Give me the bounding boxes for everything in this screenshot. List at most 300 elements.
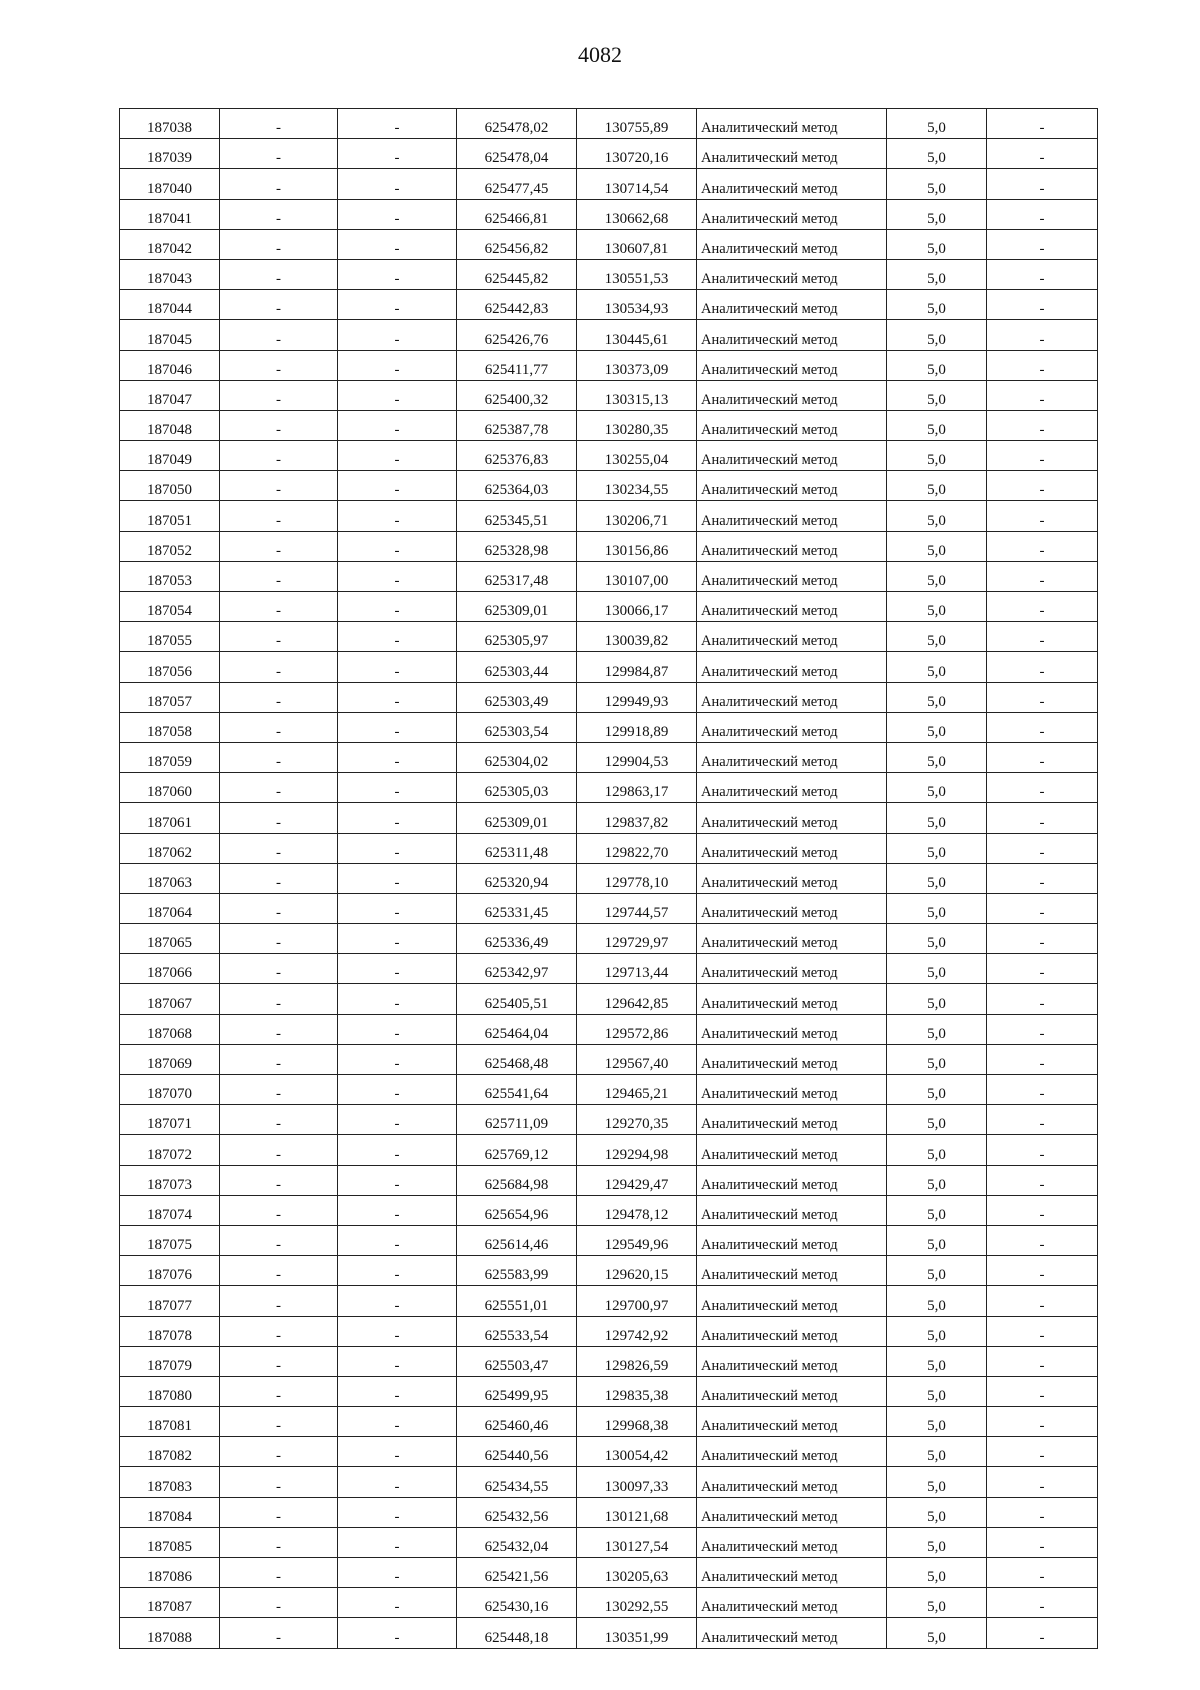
table-row (120, 1286, 1098, 1316)
method-cell: Аналитический метод (697, 1135, 887, 1165)
point-id-cell: 187063 (120, 863, 220, 893)
empty-cell-b: - (338, 833, 457, 863)
note-cell: - (987, 109, 1098, 139)
accuracy-cell: 5,0 (887, 350, 987, 380)
point-id-cell: 187048 (120, 410, 220, 440)
method-cell: Аналитический метод (697, 471, 887, 501)
accuracy-cell: 5,0 (887, 561, 987, 591)
empty-cell-a: - (220, 350, 338, 380)
empty-cell-b: - (338, 1105, 457, 1135)
x-coordinate-cell: 625336,49 (457, 924, 577, 954)
accuracy-cell: 5,0 (887, 622, 987, 652)
method-cell: Аналитический метод (697, 592, 887, 622)
x-coordinate-cell: 625342,97 (457, 954, 577, 984)
empty-cell-b: - (338, 531, 457, 561)
note-cell: - (987, 229, 1098, 259)
point-id-cell: 187045 (120, 320, 220, 350)
method-cell: Аналитический метод (697, 863, 887, 893)
empty-cell-b: - (338, 622, 457, 652)
accuracy-cell: 5,0 (887, 1195, 987, 1225)
table-row (120, 1014, 1098, 1044)
point-id-cell: 187075 (120, 1225, 220, 1255)
point-id-cell: 187087 (120, 1588, 220, 1618)
method-cell: Аналитический метод (697, 1346, 887, 1376)
x-coordinate-cell: 625541,64 (457, 1075, 577, 1105)
empty-cell-a: - (220, 531, 338, 561)
y-coordinate-cell: 129744,57 (577, 893, 697, 923)
empty-cell-b: - (338, 350, 457, 380)
empty-cell-a: - (220, 1588, 338, 1618)
table-row (120, 1075, 1098, 1105)
y-coordinate-cell: 129729,97 (577, 924, 697, 954)
method-cell: Аналитический метод (697, 1407, 887, 1437)
table-row (120, 712, 1098, 742)
empty-cell-a: - (220, 1407, 338, 1437)
method-cell: Аналитический метод (697, 139, 887, 169)
y-coordinate-cell: 129918,89 (577, 712, 697, 742)
empty-cell-a: - (220, 1437, 338, 1467)
accuracy-cell: 5,0 (887, 410, 987, 440)
point-id-cell: 187081 (120, 1407, 220, 1437)
point-id-cell: 187071 (120, 1105, 220, 1135)
note-cell: - (987, 863, 1098, 893)
y-coordinate-cell: 130551,53 (577, 259, 697, 289)
accuracy-cell: 5,0 (887, 259, 987, 289)
empty-cell-a: - (220, 803, 338, 833)
empty-cell-b: - (338, 1044, 457, 1074)
note-cell: - (987, 622, 1098, 652)
method-cell: Аналитический метод (697, 893, 887, 923)
point-id-cell: 187080 (120, 1376, 220, 1406)
note-cell: - (987, 1256, 1098, 1286)
point-id-cell: 187068 (120, 1014, 220, 1044)
empty-cell-b: - (338, 1286, 457, 1316)
accuracy-cell: 5,0 (887, 441, 987, 471)
y-coordinate-cell: 129270,35 (577, 1105, 697, 1135)
point-id-cell: 187072 (120, 1135, 220, 1165)
point-id-cell: 187061 (120, 803, 220, 833)
x-coordinate-cell: 625305,03 (457, 773, 577, 803)
x-coordinate-cell: 625442,83 (457, 290, 577, 320)
empty-cell-a: - (220, 1618, 338, 1648)
empty-cell-b: - (338, 109, 457, 139)
x-coordinate-cell: 625456,82 (457, 229, 577, 259)
accuracy-cell: 5,0 (887, 712, 987, 742)
note-cell: - (987, 1376, 1098, 1406)
table-row (120, 1165, 1098, 1195)
x-coordinate-cell: 625430,16 (457, 1588, 577, 1618)
table-row (120, 1195, 1098, 1225)
y-coordinate-cell: 130534,93 (577, 290, 697, 320)
point-id-cell: 187052 (120, 531, 220, 561)
table-row (120, 1467, 1098, 1497)
y-coordinate-cell: 129700,97 (577, 1286, 697, 1316)
accuracy-cell: 5,0 (887, 1014, 987, 1044)
empty-cell-b: - (338, 169, 457, 199)
x-coordinate-cell: 625364,03 (457, 471, 577, 501)
empty-cell-a: - (220, 954, 338, 984)
accuracy-cell: 5,0 (887, 229, 987, 259)
table-row (120, 1256, 1098, 1286)
table-row (120, 1316, 1098, 1346)
y-coordinate-cell: 129837,82 (577, 803, 697, 833)
method-cell: Аналитический метод (697, 441, 887, 471)
empty-cell-b: - (338, 1135, 457, 1165)
y-coordinate-cell: 129984,87 (577, 652, 697, 682)
empty-cell-a: - (220, 109, 338, 139)
accuracy-cell: 5,0 (887, 1467, 987, 1497)
x-coordinate-cell: 625769,12 (457, 1135, 577, 1165)
note-cell: - (987, 1165, 1098, 1195)
method-cell: Аналитический метод (697, 169, 887, 199)
point-id-cell: 187056 (120, 652, 220, 682)
y-coordinate-cell: 130234,55 (577, 471, 697, 501)
note-cell: - (987, 320, 1098, 350)
method-cell: Аналитический метод (697, 1437, 887, 1467)
point-id-cell: 187058 (120, 712, 220, 742)
table-row (120, 863, 1098, 893)
empty-cell-a: - (220, 471, 338, 501)
note-cell: - (987, 924, 1098, 954)
empty-cell-b: - (338, 1558, 457, 1588)
point-id-cell: 187043 (120, 259, 220, 289)
method-cell: Аналитический метод (697, 954, 887, 984)
note-cell: - (987, 1467, 1098, 1497)
y-coordinate-cell: 130351,99 (577, 1618, 697, 1648)
y-coordinate-cell: 130156,86 (577, 531, 697, 561)
empty-cell-a: - (220, 1316, 338, 1346)
x-coordinate-cell: 625432,56 (457, 1497, 577, 1527)
x-coordinate-cell: 625320,94 (457, 863, 577, 893)
accuracy-cell: 5,0 (887, 592, 987, 622)
empty-cell-a: - (220, 893, 338, 923)
empty-cell-a: - (220, 773, 338, 803)
table-row (120, 803, 1098, 833)
y-coordinate-cell: 130206,71 (577, 501, 697, 531)
empty-cell-b: - (338, 924, 457, 954)
accuracy-cell: 5,0 (887, 1497, 987, 1527)
empty-cell-a: - (220, 441, 338, 471)
point-id-cell: 187065 (120, 924, 220, 954)
accuracy-cell: 5,0 (887, 984, 987, 1014)
empty-cell-b: - (338, 803, 457, 833)
x-coordinate-cell: 625711,09 (457, 1105, 577, 1135)
empty-cell-a: - (220, 1135, 338, 1165)
y-coordinate-cell: 129642,85 (577, 984, 697, 1014)
x-coordinate-cell: 625533,54 (457, 1316, 577, 1346)
empty-cell-b: - (338, 471, 457, 501)
table-row (120, 652, 1098, 682)
accuracy-cell: 5,0 (887, 1105, 987, 1135)
table-row (120, 1588, 1098, 1618)
y-coordinate-cell: 129835,38 (577, 1376, 697, 1406)
empty-cell-b: - (338, 1618, 457, 1648)
empty-cell-a: - (220, 1286, 338, 1316)
x-coordinate-cell: 625304,02 (457, 742, 577, 772)
x-coordinate-cell: 625303,54 (457, 712, 577, 742)
y-coordinate-cell: 129567,40 (577, 1044, 697, 1074)
point-id-cell: 187083 (120, 1467, 220, 1497)
empty-cell-b: - (338, 320, 457, 350)
method-cell: Аналитический метод (697, 290, 887, 320)
y-coordinate-cell: 130714,54 (577, 169, 697, 199)
point-id-cell: 187046 (120, 350, 220, 380)
page-number: 4082 (578, 42, 622, 67)
method-cell: Аналитический метод (697, 320, 887, 350)
empty-cell-a: - (220, 1225, 338, 1255)
x-coordinate-cell: 625432,04 (457, 1527, 577, 1557)
note-cell: - (987, 954, 1098, 984)
note-cell: - (987, 1588, 1098, 1618)
empty-cell-a: - (220, 682, 338, 712)
accuracy-cell: 5,0 (887, 139, 987, 169)
note-cell: - (987, 380, 1098, 410)
table-row (120, 1044, 1098, 1074)
note-cell: - (987, 441, 1098, 471)
empty-cell-b: - (338, 1346, 457, 1376)
point-id-cell: 187085 (120, 1527, 220, 1557)
accuracy-cell: 5,0 (887, 1618, 987, 1648)
method-cell: Аналитический метод (697, 1165, 887, 1195)
method-cell: Аналитический метод (697, 1316, 887, 1346)
method-cell: Аналитический метод (697, 652, 887, 682)
point-id-cell: 187077 (120, 1286, 220, 1316)
method-cell: Аналитический метод (697, 833, 887, 863)
point-id-cell: 187057 (120, 682, 220, 712)
x-coordinate-cell: 625654,96 (457, 1195, 577, 1225)
table-row (120, 1407, 1098, 1437)
x-coordinate-cell: 625317,48 (457, 561, 577, 591)
note-cell: - (987, 1618, 1098, 1648)
x-coordinate-cell: 625448,18 (457, 1618, 577, 1648)
empty-cell-a: - (220, 984, 338, 1014)
empty-cell-a: - (220, 1256, 338, 1286)
point-id-cell: 187053 (120, 561, 220, 591)
y-coordinate-cell: 130315,13 (577, 380, 697, 410)
method-cell: Аналитический метод (697, 350, 887, 380)
method-cell: Аналитический метод (697, 1105, 887, 1135)
empty-cell-b: - (338, 441, 457, 471)
empty-cell-a: - (220, 199, 338, 229)
empty-cell-b: - (338, 1376, 457, 1406)
x-coordinate-cell: 625478,02 (457, 109, 577, 139)
method-cell: Аналитический метод (697, 1044, 887, 1074)
method-cell: Аналитический метод (697, 1014, 887, 1044)
point-id-cell: 187073 (120, 1165, 220, 1195)
empty-cell-a: - (220, 1165, 338, 1195)
x-coordinate-cell: 625503,47 (457, 1346, 577, 1376)
x-coordinate-cell: 625328,98 (457, 531, 577, 561)
y-coordinate-cell: 129863,17 (577, 773, 697, 803)
point-id-cell: 187078 (120, 1316, 220, 1346)
empty-cell-b: - (338, 410, 457, 440)
note-cell: - (987, 1558, 1098, 1588)
empty-cell-a: - (220, 380, 338, 410)
x-coordinate-cell: 625309,01 (457, 592, 577, 622)
point-id-cell: 187040 (120, 169, 220, 199)
method-cell: Аналитический метод (697, 531, 887, 561)
empty-cell-a: - (220, 1346, 338, 1376)
x-coordinate-cell: 625445,82 (457, 259, 577, 289)
empty-cell-a: - (220, 622, 338, 652)
table-row (120, 320, 1098, 350)
x-coordinate-cell: 625551,01 (457, 1286, 577, 1316)
y-coordinate-cell: 130205,63 (577, 1558, 697, 1588)
note-cell: - (987, 893, 1098, 923)
empty-cell-b: - (338, 501, 457, 531)
empty-cell-b: - (338, 773, 457, 803)
table-row (120, 893, 1098, 923)
point-id-cell: 187049 (120, 441, 220, 471)
method-cell: Аналитический метод (697, 380, 887, 410)
note-cell: - (987, 1075, 1098, 1105)
empty-cell-a: - (220, 290, 338, 320)
table-row (120, 441, 1098, 471)
accuracy-cell: 5,0 (887, 1225, 987, 1255)
y-coordinate-cell: 129742,92 (577, 1316, 697, 1346)
accuracy-cell: 5,0 (887, 924, 987, 954)
table-row (120, 109, 1098, 139)
note-cell: - (987, 1527, 1098, 1557)
method-cell: Аналитический метод (697, 1467, 887, 1497)
note-cell: - (987, 1044, 1098, 1074)
table-row (120, 501, 1098, 531)
method-cell: Аналитический метод (697, 622, 887, 652)
point-id-cell: 187088 (120, 1618, 220, 1648)
note-cell: - (987, 1195, 1098, 1225)
point-id-cell: 187039 (120, 139, 220, 169)
table-row (120, 742, 1098, 772)
note-cell: - (987, 773, 1098, 803)
y-coordinate-cell: 130255,04 (577, 441, 697, 471)
empty-cell-a: - (220, 742, 338, 772)
empty-cell-b: - (338, 1316, 457, 1346)
note-cell: - (987, 350, 1098, 380)
y-coordinate-cell: 129778,10 (577, 863, 697, 893)
accuracy-cell: 5,0 (887, 109, 987, 139)
accuracy-cell: 5,0 (887, 803, 987, 833)
accuracy-cell: 5,0 (887, 1135, 987, 1165)
method-cell: Аналитический метод (697, 1527, 887, 1557)
table-row (120, 1527, 1098, 1557)
table-row (120, 1558, 1098, 1588)
empty-cell-a: - (220, 712, 338, 742)
empty-cell-a: - (220, 410, 338, 440)
method-cell: Аналитический метод (697, 773, 887, 803)
note-cell: - (987, 1497, 1098, 1527)
method-cell: Аналитический метод (697, 109, 887, 139)
empty-cell-a: - (220, 1558, 338, 1588)
x-coordinate-cell: 625499,95 (457, 1376, 577, 1406)
empty-cell-a: - (220, 259, 338, 289)
y-coordinate-cell: 130662,68 (577, 199, 697, 229)
y-coordinate-cell: 130373,09 (577, 350, 697, 380)
x-coordinate-cell: 625684,98 (457, 1165, 577, 1195)
accuracy-cell: 5,0 (887, 1346, 987, 1376)
note-cell: - (987, 1346, 1098, 1376)
method-cell: Аналитический метод (697, 1225, 887, 1255)
empty-cell-b: - (338, 682, 457, 712)
note-cell: - (987, 803, 1098, 833)
note-cell: - (987, 471, 1098, 501)
empty-cell-a: - (220, 924, 338, 954)
note-cell: - (987, 1225, 1098, 1255)
x-coordinate-cell: 625387,78 (457, 410, 577, 440)
table-row (120, 682, 1098, 712)
x-coordinate-cell: 625464,04 (457, 1014, 577, 1044)
empty-cell-a: - (220, 1075, 338, 1105)
empty-cell-a: - (220, 1376, 338, 1406)
empty-cell-a: - (220, 592, 338, 622)
accuracy-cell: 5,0 (887, 169, 987, 199)
table-row (120, 773, 1098, 803)
point-id-cell: 187084 (120, 1497, 220, 1527)
accuracy-cell: 5,0 (887, 833, 987, 863)
y-coordinate-cell: 129822,70 (577, 833, 697, 863)
empty-cell-a: - (220, 229, 338, 259)
y-coordinate-cell: 129968,38 (577, 1407, 697, 1437)
method-cell: Аналитический метод (697, 199, 887, 229)
x-coordinate-cell: 625434,55 (457, 1467, 577, 1497)
method-cell: Аналитический метод (697, 984, 887, 1014)
point-id-cell: 187051 (120, 501, 220, 531)
table-row (120, 259, 1098, 289)
empty-cell-b: - (338, 1437, 457, 1467)
x-coordinate-cell: 625421,56 (457, 1558, 577, 1588)
y-coordinate-cell: 129713,44 (577, 954, 697, 984)
empty-cell-a: - (220, 501, 338, 531)
empty-cell-b: - (338, 380, 457, 410)
method-cell: Аналитический метод (697, 410, 887, 440)
table-row (120, 1437, 1098, 1467)
y-coordinate-cell: 130127,54 (577, 1527, 697, 1557)
table-row (120, 833, 1098, 863)
table-body (120, 109, 1098, 1649)
table-row (120, 139, 1098, 169)
y-coordinate-cell: 130755,89 (577, 109, 697, 139)
accuracy-cell: 5,0 (887, 471, 987, 501)
point-id-cell: 187070 (120, 1075, 220, 1105)
empty-cell-a: - (220, 1014, 338, 1044)
empty-cell-b: - (338, 712, 457, 742)
y-coordinate-cell: 129478,12 (577, 1195, 697, 1225)
note-cell: - (987, 139, 1098, 169)
x-coordinate-cell: 625440,56 (457, 1437, 577, 1467)
empty-cell-b: - (338, 984, 457, 1014)
empty-cell-b: - (338, 199, 457, 229)
note-cell: - (987, 1105, 1098, 1135)
method-cell: Аналитический метод (697, 561, 887, 591)
x-coordinate-cell: 625331,45 (457, 893, 577, 923)
method-cell: Аналитический метод (697, 501, 887, 531)
x-coordinate-cell: 625376,83 (457, 441, 577, 471)
method-cell: Аналитический метод (697, 259, 887, 289)
table-row (120, 1376, 1098, 1406)
note-cell: - (987, 592, 1098, 622)
note-cell: - (987, 1135, 1098, 1165)
accuracy-cell: 5,0 (887, 1286, 987, 1316)
point-id-cell: 187060 (120, 773, 220, 803)
empty-cell-a: - (220, 1195, 338, 1225)
y-coordinate-cell: 130066,17 (577, 592, 697, 622)
y-coordinate-cell: 129826,59 (577, 1346, 697, 1376)
empty-cell-b: - (338, 1014, 457, 1044)
note-cell: - (987, 742, 1098, 772)
accuracy-cell: 5,0 (887, 1256, 987, 1286)
x-coordinate-cell: 625583,99 (457, 1256, 577, 1286)
accuracy-cell: 5,0 (887, 1316, 987, 1346)
x-coordinate-cell: 625477,45 (457, 169, 577, 199)
